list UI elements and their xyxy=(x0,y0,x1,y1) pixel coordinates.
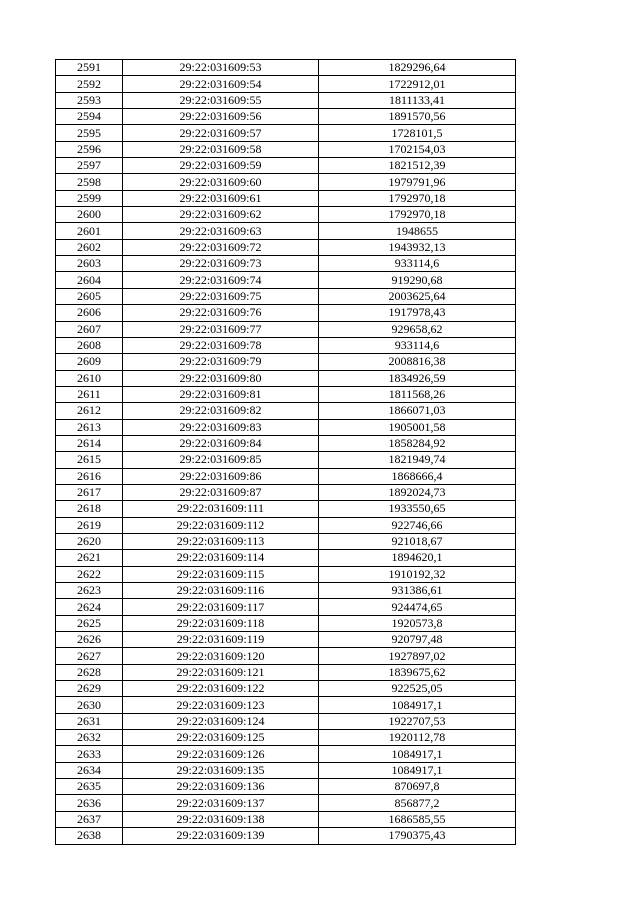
cadastral-number-cell: 29:22:031609:138 xyxy=(123,811,319,827)
table-row xyxy=(56,239,516,255)
value-cell: 1894620,1 xyxy=(319,550,516,566)
row-number-cell: 2612 xyxy=(56,403,123,419)
row-number-cell: 2623 xyxy=(56,583,123,599)
value-cell: 1920112,78 xyxy=(319,730,516,746)
table-row xyxy=(56,386,516,402)
row-number-cell: 2602 xyxy=(56,239,123,255)
row-number-cell: 2591 xyxy=(56,60,123,76)
value-cell: 920797,48 xyxy=(319,632,516,648)
cadastral-number-cell: 29:22:031609:61 xyxy=(123,190,319,206)
table-row xyxy=(56,484,516,500)
row-number-cell: 2596 xyxy=(56,141,123,157)
cadastral-number-cell: 29:22:031609:73 xyxy=(123,256,319,272)
table-row xyxy=(56,321,516,337)
cadastral-number-cell: 29:22:031609:121 xyxy=(123,664,319,680)
row-number-cell: 2624 xyxy=(56,599,123,615)
value-cell: 922525,05 xyxy=(319,681,516,697)
value-cell: 1686585,55 xyxy=(319,811,516,827)
cadastral-number-cell: 29:22:031609:83 xyxy=(123,419,319,435)
table-row xyxy=(56,632,516,648)
table-row xyxy=(56,583,516,599)
table-row xyxy=(56,517,516,533)
row-number-cell: 2613 xyxy=(56,419,123,435)
value-cell: 1084917,1 xyxy=(319,762,516,778)
row-number-cell: 2592 xyxy=(56,76,123,92)
row-number-cell: 2600 xyxy=(56,207,123,223)
table-row xyxy=(56,648,516,664)
cadastral-number-cell: 29:22:031609:113 xyxy=(123,533,319,549)
row-number-cell: 2634 xyxy=(56,762,123,778)
row-number-cell: 2610 xyxy=(56,370,123,386)
value-cell: 1792970,18 xyxy=(319,190,516,206)
cadastral-number-cell: 29:22:031609:78 xyxy=(123,337,319,353)
cadastral-number-cell: 29:22:031609:120 xyxy=(123,648,319,664)
row-number-cell: 2599 xyxy=(56,190,123,206)
cadastral-number-cell: 29:22:031609:124 xyxy=(123,713,319,729)
value-cell: 1792970,18 xyxy=(319,207,516,223)
table-row xyxy=(56,223,516,239)
value-cell: 1933550,65 xyxy=(319,501,516,517)
value-cell: 1917978,43 xyxy=(319,305,516,321)
value-cell: 1702154,03 xyxy=(319,141,516,157)
cadastral-number-cell: 29:22:031609:54 xyxy=(123,76,319,92)
cadastral-number-cell: 29:22:031609:126 xyxy=(123,746,319,762)
value-cell: 856877,2 xyxy=(319,795,516,811)
value-cell: 1858284,92 xyxy=(319,435,516,451)
row-number-cell: 2628 xyxy=(56,664,123,680)
cadastral-value-table xyxy=(55,59,516,845)
table-row xyxy=(56,256,516,272)
row-number-cell: 2627 xyxy=(56,648,123,664)
value-cell: 1790375,43 xyxy=(319,828,516,844)
table-row xyxy=(56,141,516,157)
value-cell: 1829296,64 xyxy=(319,60,516,76)
value-cell: 1922707,53 xyxy=(319,713,516,729)
row-number-cell: 2630 xyxy=(56,697,123,713)
value-cell: 931386,61 xyxy=(319,583,516,599)
table-row xyxy=(56,697,516,713)
table-row xyxy=(56,713,516,729)
table-row xyxy=(56,452,516,468)
value-cell: 1891570,56 xyxy=(319,109,516,125)
cadastral-number-cell: 29:22:031609:135 xyxy=(123,762,319,778)
row-number-cell: 2633 xyxy=(56,746,123,762)
row-number-cell: 2603 xyxy=(56,256,123,272)
cadastral-number-cell: 29:22:031609:77 xyxy=(123,321,319,337)
cadastral-number-cell: 29:22:031609:60 xyxy=(123,174,319,190)
value-cell: 924474,65 xyxy=(319,599,516,615)
cadastral-number-cell: 29:22:031609:86 xyxy=(123,468,319,484)
row-number-cell: 2632 xyxy=(56,730,123,746)
cadastral-number-cell: 29:22:031609:76 xyxy=(123,305,319,321)
cadastral-number-cell: 29:22:031609:82 xyxy=(123,403,319,419)
value-cell: 1811133,41 xyxy=(319,92,516,108)
row-number-cell: 2625 xyxy=(56,615,123,631)
cadastral-number-cell: 29:22:031609:80 xyxy=(123,370,319,386)
cadastral-number-cell: 29:22:031609:122 xyxy=(123,681,319,697)
row-number-cell: 2609 xyxy=(56,354,123,370)
table-row xyxy=(56,435,516,451)
row-number-cell: 2597 xyxy=(56,158,123,174)
cadastral-number-cell: 29:22:031609:123 xyxy=(123,697,319,713)
row-number-cell: 2620 xyxy=(56,533,123,549)
table-row xyxy=(56,550,516,566)
table-row xyxy=(56,174,516,190)
table-row xyxy=(56,779,516,795)
row-number-cell: 2593 xyxy=(56,92,123,108)
value-cell: 1728101,5 xyxy=(319,125,516,141)
row-number-cell: 2608 xyxy=(56,337,123,353)
table-row xyxy=(56,730,516,746)
cadastral-number-cell: 29:22:031609:53 xyxy=(123,60,319,76)
table-row xyxy=(56,599,516,615)
table-row xyxy=(56,125,516,141)
value-cell: 921018,67 xyxy=(319,533,516,549)
table-row xyxy=(56,468,516,484)
row-number-cell: 2601 xyxy=(56,223,123,239)
row-number-cell: 2622 xyxy=(56,566,123,582)
table-row xyxy=(56,354,516,370)
value-cell: 2003625,64 xyxy=(319,288,516,304)
value-cell: 1866071,03 xyxy=(319,403,516,419)
cadastral-number-cell: 29:22:031609:112 xyxy=(123,517,319,533)
table-row xyxy=(56,288,516,304)
cadastral-number-cell: 29:22:031609:125 xyxy=(123,730,319,746)
table-row xyxy=(56,681,516,697)
row-number-cell: 2631 xyxy=(56,713,123,729)
value-cell: 2008816,38 xyxy=(319,354,516,370)
row-number-cell: 2621 xyxy=(56,550,123,566)
row-number-cell: 2636 xyxy=(56,795,123,811)
table-row xyxy=(56,109,516,125)
table-row xyxy=(56,746,516,762)
cadastral-number-cell: 29:22:031609:118 xyxy=(123,615,319,631)
table-row xyxy=(56,501,516,517)
cadastral-number-cell: 29:22:031609:137 xyxy=(123,795,319,811)
value-cell: 1905001,58 xyxy=(319,419,516,435)
value-cell: 1979791,96 xyxy=(319,174,516,190)
cadastral-number-cell: 29:22:031609:116 xyxy=(123,583,319,599)
value-cell: 1084917,1 xyxy=(319,746,516,762)
cadastral-number-cell: 29:22:031609:136 xyxy=(123,779,319,795)
table-row xyxy=(56,419,516,435)
row-number-cell: 2618 xyxy=(56,501,123,517)
row-number-cell: 2594 xyxy=(56,109,123,125)
table-row xyxy=(56,272,516,288)
row-number-cell: 2611 xyxy=(56,386,123,402)
cadastral-number-cell: 29:22:031609:57 xyxy=(123,125,319,141)
value-cell: 1839675,62 xyxy=(319,664,516,680)
row-number-cell: 2617 xyxy=(56,484,123,500)
table-row xyxy=(56,795,516,811)
table-row xyxy=(56,566,516,582)
table-row xyxy=(56,305,516,321)
value-cell: 1948655 xyxy=(319,223,516,239)
value-cell: 1927897,02 xyxy=(319,648,516,664)
table-row xyxy=(56,76,516,92)
table-row xyxy=(56,533,516,549)
row-number-cell: 2619 xyxy=(56,517,123,533)
cadastral-number-cell: 29:22:031609:139 xyxy=(123,828,319,844)
cadastral-number-cell: 29:22:031609:63 xyxy=(123,223,319,239)
value-cell: 1910192,32 xyxy=(319,566,516,582)
row-number-cell: 2614 xyxy=(56,435,123,451)
cadastral-number-cell: 29:22:031609:111 xyxy=(123,501,319,517)
row-number-cell: 2638 xyxy=(56,828,123,844)
table-body xyxy=(56,60,516,845)
row-number-cell: 2604 xyxy=(56,272,123,288)
value-cell: 933114,6 xyxy=(319,337,516,353)
cadastral-number-cell: 29:22:031609:85 xyxy=(123,452,319,468)
row-number-cell: 2607 xyxy=(56,321,123,337)
table-row xyxy=(56,811,516,827)
cadastral-number-cell: 29:22:031609:115 xyxy=(123,566,319,582)
row-number-cell: 2615 xyxy=(56,452,123,468)
cadastral-number-cell: 29:22:031609:59 xyxy=(123,158,319,174)
cadastral-number-cell: 29:22:031609:74 xyxy=(123,272,319,288)
table-row xyxy=(56,190,516,206)
value-cell: 1943932,13 xyxy=(319,239,516,255)
row-number-cell: 2626 xyxy=(56,632,123,648)
table-row xyxy=(56,337,516,353)
cadastral-number-cell: 29:22:031609:81 xyxy=(123,386,319,402)
row-number-cell: 2598 xyxy=(56,174,123,190)
value-cell: 870697,8 xyxy=(319,779,516,795)
value-cell: 1868666,4 xyxy=(319,468,516,484)
row-number-cell: 2606 xyxy=(56,305,123,321)
cadastral-number-cell: 29:22:031609:75 xyxy=(123,288,319,304)
value-cell: 922746,66 xyxy=(319,517,516,533)
table-row xyxy=(56,762,516,778)
cadastral-number-cell: 29:22:031609:55 xyxy=(123,92,319,108)
table-row xyxy=(56,158,516,174)
cadastral-number-cell: 29:22:031609:117 xyxy=(123,599,319,615)
value-cell: 1834926,59 xyxy=(319,370,516,386)
value-cell: 1084917,1 xyxy=(319,697,516,713)
value-cell: 929658,62 xyxy=(319,321,516,337)
table-row xyxy=(56,92,516,108)
cadastral-number-cell: 29:22:031609:58 xyxy=(123,141,319,157)
row-number-cell: 2616 xyxy=(56,468,123,484)
cadastral-number-cell: 29:22:031609:72 xyxy=(123,239,319,255)
cadastral-number-cell: 29:22:031609:79 xyxy=(123,354,319,370)
table-row xyxy=(56,615,516,631)
table-row xyxy=(56,403,516,419)
row-number-cell: 2629 xyxy=(56,681,123,697)
cadastral-number-cell: 29:22:031609:87 xyxy=(123,484,319,500)
value-cell: 919290,68 xyxy=(319,272,516,288)
value-cell: 1821512,39 xyxy=(319,158,516,174)
row-number-cell: 2637 xyxy=(56,811,123,827)
cadastral-number-cell: 29:22:031609:56 xyxy=(123,109,319,125)
value-cell: 933114,6 xyxy=(319,256,516,272)
row-number-cell: 2605 xyxy=(56,288,123,304)
value-cell: 1821949,74 xyxy=(319,452,516,468)
value-cell: 1811568,26 xyxy=(319,386,516,402)
table-row xyxy=(56,664,516,680)
table-row xyxy=(56,828,516,844)
table-row xyxy=(56,60,516,76)
cadastral-number-cell: 29:22:031609:119 xyxy=(123,632,319,648)
row-number-cell: 2635 xyxy=(56,779,123,795)
value-cell: 1920573,8 xyxy=(319,615,516,631)
cadastral-number-cell: 29:22:031609:62 xyxy=(123,207,319,223)
table-row xyxy=(56,370,516,386)
value-cell: 1892024,73 xyxy=(319,484,516,500)
row-number-cell: 2595 xyxy=(56,125,123,141)
table-row xyxy=(56,207,516,223)
cadastral-number-cell: 29:22:031609:114 xyxy=(123,550,319,566)
value-cell: 1722912,01 xyxy=(319,76,516,92)
cadastral-number-cell: 29:22:031609:84 xyxy=(123,435,319,451)
